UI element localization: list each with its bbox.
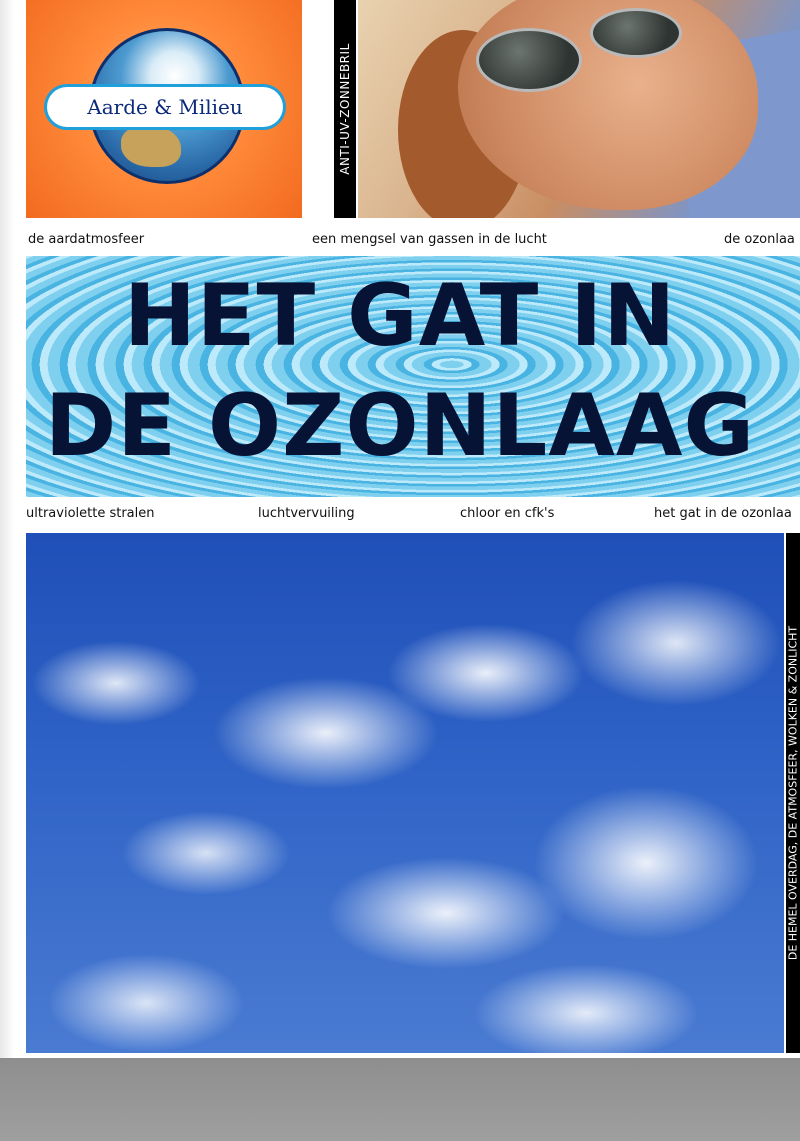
keyword: het gat in de ozonlaa <box>654 506 792 521</box>
keyword: chloor en cfk's <box>460 506 555 521</box>
keyword: de ozonlaa <box>724 232 795 247</box>
spine-shadow <box>0 0 14 1058</box>
keyword: een mengsel van gassen in de lucht <box>312 232 547 247</box>
keywords-top <box>0 228 800 252</box>
product-label-strip <box>334 0 356 218</box>
sunglasses-lens-right <box>590 8 682 58</box>
product-label: ANTI-UV-ZONNEBRIL <box>338 43 352 175</box>
keyword: de aardatmosfeer <box>28 232 145 247</box>
sunbather-photo <box>358 0 800 218</box>
title-line-1: HET GAT IN <box>123 266 677 366</box>
topics-label: DE HEMEL OVERDAG, DE ATMOSFEER, WOLKEN & ZONLICHT <box>786 625 800 961</box>
sky-photo <box>26 533 784 1053</box>
keyword: luchtvervuiling <box>258 506 355 521</box>
topics-strip <box>786 533 800 1053</box>
title-line-2: DE OZONLAAG <box>44 376 756 476</box>
keyword: ultraviolette stralen <box>26 506 155 521</box>
sunglasses-lens-left <box>476 28 582 92</box>
series-label: Aarde & Milieu <box>47 87 283 127</box>
keywords-bottom <box>0 502 800 526</box>
globe-land <box>121 125 181 167</box>
scan-background <box>0 1058 800 1141</box>
